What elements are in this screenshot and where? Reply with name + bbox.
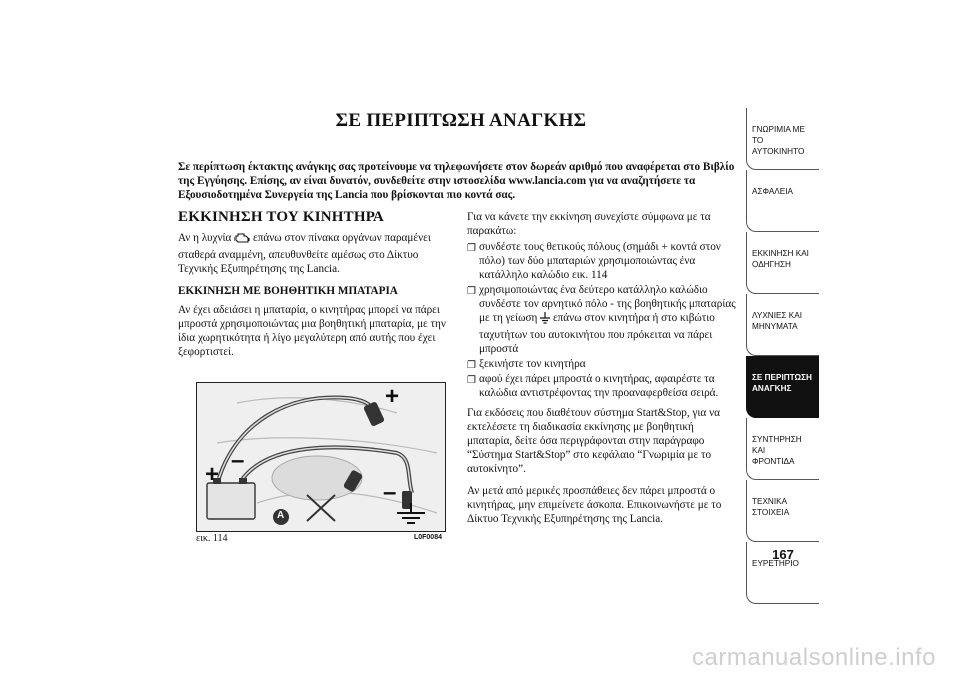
procedure-steps (467, 240, 739, 400)
watermark: carmanualsonline.info (692, 644, 936, 671)
subsection-heading: ΕΚΚΙΝΗΣΗ ΜΕ ΒΟΗΘΗΤΙΚΗ ΜΠΑΤΑΡΙΑ (178, 285, 398, 297)
tab-index[interactable]: ΕΥΡΕΤΗΡΙΟ (746, 542, 819, 604)
section-heading: ΕΚΚΙΝΗΣΗ ΤΟΥ ΚΙΝΗΤΗΡΑ (178, 209, 384, 225)
left-column (178, 210, 448, 367)
tab-maintenance[interactable]: ΣΥΝΤΗΡΗΣΗ ΚΑΙ ΦΡΟΝΤΙΔΑ (746, 418, 819, 480)
list-item: ❐ ξεκινήστε τον κινητήρα (467, 358, 586, 371)
paragraph-text-end: επάνω στον πίνακα οργάνων παραμένει σταθερά αναμμένη, απευθυνθείτε αμέσως στο Δίκτυο Τεχνικής Εξυπηρέτησης της Lancia. (178, 232, 431, 275)
engine-warning-paragraph (178, 231, 448, 276)
tab-emergency[interactable]: ΣΕ ΠΕΡΙΠΤΩΣΗ ΑΝΑΓΚΗΣ (746, 356, 819, 418)
tab-technical-data[interactable]: ΤΕΧΝΙΚΑ ΣΤΟΙΧΕΙΑ (746, 480, 819, 542)
tab-starting-driving[interactable]: ΕΚΚΙΝΗΣΗ ΚΑΙ ΟΔΗΓΗΣΗ (746, 232, 819, 294)
jump-start-figure (196, 382, 446, 532)
right-column (467, 210, 739, 534)
figure-caption (196, 533, 444, 544)
figure-label-a: A (277, 510, 285, 521)
start-stop-paragraph: Για εκδόσεις που διαθέτουν σύστημα Start&Stop, για να εκτελέσετε τη διαδικασία εκκίνησης με βοηθητική μπαταρία, δείτε όσα περιγράφονται στην παράγραφο “Σύστημα Start&Stop” στο κεφάλαιο “Γνωριμία με το αυτοκίνητο”. (467, 407, 721, 475)
figure-code: L0F0084 (413, 534, 442, 541)
tab-getting-to-know[interactable]: ΓΝΩΡΙΜΙΑ ΜΕ ΤΟ ΑΥΤΟΚΙΝΗΤΟ (746, 108, 819, 170)
page-number: 167 (772, 547, 794, 562)
checkbox-bullet-icon: ❐ (467, 375, 476, 386)
tab-warning-lights[interactable]: ΛΥΧΝΙΕΣ ΚΑΙ ΜΗΝΥΜΑΤΑ (746, 294, 819, 356)
minus-sign-battery: – (231, 447, 245, 474)
ground-icon (540, 312, 550, 328)
plus-sign-battery: + (205, 461, 220, 488)
chapter-sidebar (746, 108, 819, 604)
checkbox-bullet-icon: ❐ (467, 243, 476, 254)
checkbox-bullet-icon: ❐ (467, 360, 476, 371)
procedure-intro: Για να κάνετε την εκκίνηση συνεχίστε σύμφωνα με τα παρακάτω: (467, 211, 711, 237)
engine-warning-icon (234, 232, 250, 248)
list-item: ❐ αφού έχει πάρει μπροστά ο κινητήρας, αφαιρέστε τα καλώδια αντιστρέφοντας την προαναφερθείσα σειρά. (467, 373, 719, 399)
tab-safety[interactable]: ΑΣΦΑΛΕΙΑ (746, 170, 819, 232)
figure-caption-text: εικ. 114 (196, 533, 228, 544)
page-title: ΣΕ ΠΕΡΙΠΤΩΣΗ ΑΝΑΓΚΗΣ (335, 110, 587, 131)
booster-battery-paragraph: Αν έχει αδειάσει η μπαταρία, ο κινητήρας μπορεί να πάρει μπροστά χρησιμοποιώντας μια βοηθητική μπαταρία, με την ίδια χωρητικότητα ή λίγο μεγαλύτερη από αυτής που έχει ξεφορτιστεί. (178, 304, 446, 358)
list-item: ❐ συνδέστε τους θετικούς πόλους (σημάδι + κοντά στον πόλο) των δύο μπαταριών χρησιμοποιώντας ένα κατάλληλο καλώδιο εικ. 114 (467, 241, 721, 281)
intro-paragraph: Σε περίπτωση έκτακτης ανάγκης σας προτείνουμε να τηλεφωνήσετε στον δωρεάν αριθμό που αναφέρεται στο Βιβλίο της Εγγύησης. Επίσης, αν είναι δυνατόν, συνδεθείτε στην ιστοσελίδα www.lancia.com για να αναζητήσετε τα Εξουσιοδοτημένα Συνεργεία της Lancia που βρίσκονται πιο κοντά σας. (178, 161, 735, 201)
final-paragraph: Αν μετά από μερικές προσπάθειες δεν πάρει μπροστά ο κινητήρας, μην επιμείνετε άσκοπα. Επικοινωνήστε με το Δίκτυο Τεχνικής Εξυπηρέτησης της Lancia. (467, 485, 722, 525)
paragraph-text-start: Αν η λυχνία (178, 232, 232, 244)
minus-sign-ground: – (383, 479, 397, 506)
list-item: ❐ χρησιμοποιώντας ένα δεύτερο κατάλληλο καλώδιο συνδέστε τον αρνητικό πόλο - της βοηθητικής μπαταρίας με τη γείωση επάνω στον κινητήρα ή στο κιβώτιο ταχυτήτων του αυτοκινήτου που πρόκειται να πάρει μπροστά (467, 284, 736, 355)
checkbox-bullet-icon: ❐ (467, 286, 476, 297)
plus-sign-engine: + (385, 383, 400, 410)
